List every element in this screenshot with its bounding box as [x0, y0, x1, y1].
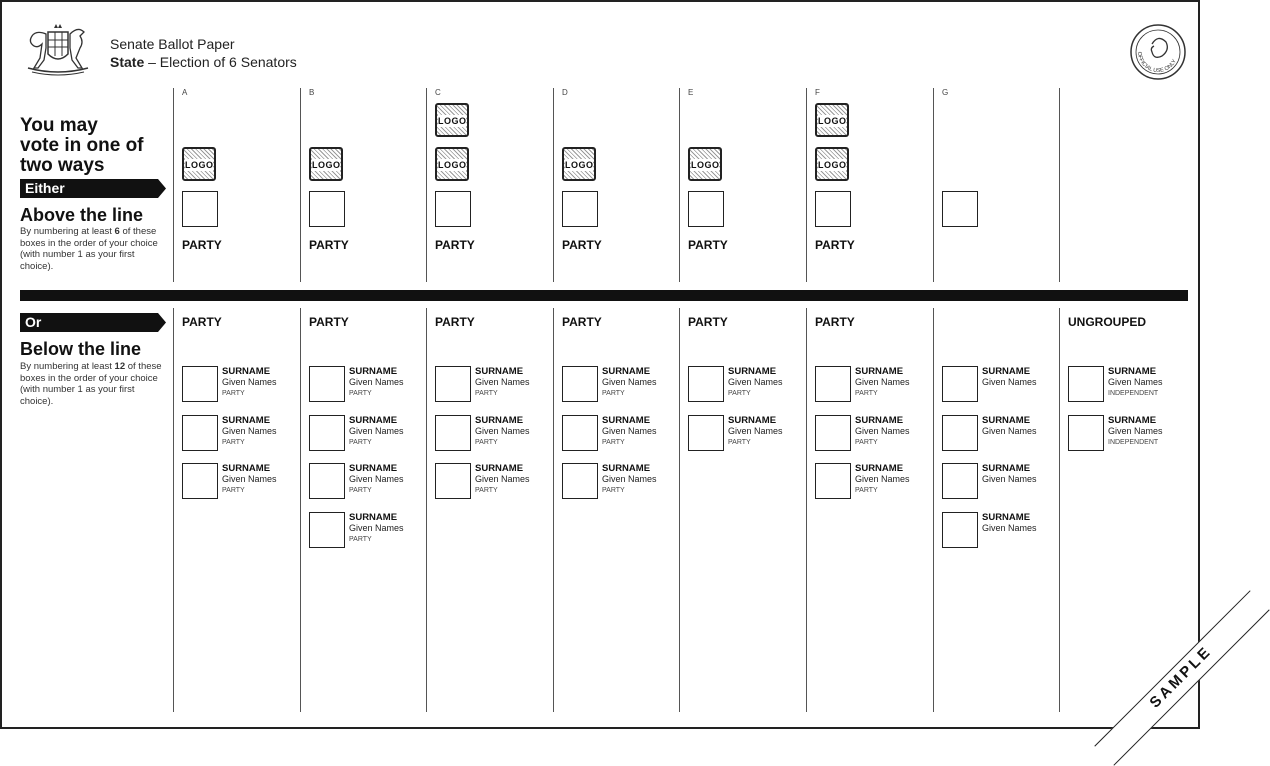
group-letter: B: [309, 88, 315, 97]
candidate-surname: SURNAME: [222, 463, 271, 474]
candidate-surname: SURNAME: [982, 511, 1031, 523]
candidate-given-names: Given Names: [855, 474, 910, 484]
column-separator: [300, 308, 301, 712]
party-label: PARTY: [309, 238, 349, 252]
column-separator: [933, 308, 934, 712]
candidate-party: PARTY: [222, 390, 245, 397]
candidate-party: INDEPENDENT: [1108, 438, 1159, 446]
candidate-vote-box[interactable]: [688, 366, 724, 402]
above-line-instructions: [20, 226, 170, 272]
election-label: – Election of 6 Senators: [144, 54, 297, 70]
candidate-vote-box[interactable]: [182, 463, 218, 499]
above-line-vote-box[interactable]: [182, 191, 218, 227]
candidate-party: PARTY: [475, 390, 498, 397]
candidate-given-names: Given Names: [349, 474, 404, 484]
logo-label: LOGO: [565, 160, 594, 170]
candidate-surname: SURNAME: [475, 414, 524, 426]
candidate-surname: SURNAME: [602, 414, 651, 426]
candidate-surname: SURNAME: [982, 414, 1031, 426]
candidate-given-names: Given Names: [982, 474, 1037, 484]
candidate-vote-box[interactable]: [942, 366, 978, 402]
party-logo: [688, 147, 722, 181]
party-label: PARTY: [688, 238, 728, 252]
candidate-given-names: Given Names: [222, 474, 277, 484]
candidate-given-names: Given Names: [349, 425, 404, 436]
vote-heading: [20, 116, 170, 176]
column-separator: [1059, 88, 1060, 282]
or-tag: [20, 313, 166, 332]
candidate-details: [728, 366, 783, 399]
candidate-surname: SURNAME: [349, 414, 398, 426]
candidate-given-names: Given Names: [855, 425, 910, 436]
vote-heading-line: vote in one of: [20, 135, 144, 156]
candidate-details: [602, 463, 657, 496]
candidate-given-names: Given Names: [475, 425, 530, 436]
party-logo: [309, 147, 343, 181]
column-separator: [679, 308, 680, 712]
candidate-vote-box[interactable]: [562, 415, 598, 451]
candidate-surname: SURNAME: [855, 414, 904, 426]
candidate-surname: SURNAME: [728, 414, 777, 426]
column-separator: [806, 308, 807, 712]
or-label: Or: [25, 314, 42, 330]
candidate-details: [475, 415, 530, 448]
candidate-party: PARTY: [349, 535, 372, 543]
candidate-given-names: Given Names: [982, 425, 1037, 436]
ballot-title: Senate Ballot Paper: [110, 36, 235, 52]
candidate-details: [855, 463, 910, 496]
column-separator: [426, 88, 427, 282]
column-separator: [426, 308, 427, 712]
candidate-details: [855, 415, 910, 448]
party-logo: [435, 103, 469, 137]
party-logo: [182, 147, 216, 181]
state-label: State: [110, 54, 145, 70]
minimum-number: 6: [114, 226, 120, 237]
candidate-given-names: Given Names: [602, 377, 657, 387]
column-separator: [173, 308, 174, 712]
candidate-details: [349, 366, 404, 399]
candidate-party: PARTY: [602, 390, 625, 397]
instruction-text: By numbering at least: [20, 361, 115, 372]
group-letter: G: [942, 88, 949, 97]
candidate-surname: SURNAME: [1108, 366, 1157, 377]
candidate-given-names: Given Names: [349, 377, 404, 387]
column-separator: [553, 88, 554, 282]
candidate-vote-box[interactable]: [815, 366, 851, 402]
group-letter: A: [182, 88, 188, 97]
logo-label: LOGO: [691, 160, 720, 170]
above-line-vote-box[interactable]: [815, 191, 851, 227]
candidate-vote-box[interactable]: [942, 415, 978, 451]
group-header: PARTY: [562, 315, 602, 329]
sample-ribbon: [1094, 590, 1269, 765]
group-letter: F: [815, 88, 820, 97]
candidate-details: [855, 366, 910, 399]
candidate-party: PARTY: [222, 487, 245, 494]
candidate-given-names: Given Names: [222, 425, 277, 436]
official-seal-icon: [1128, 22, 1188, 82]
candidate-vote-box[interactable]: [815, 463, 851, 499]
column-separator: [300, 88, 301, 282]
group-letter: C: [435, 88, 441, 97]
candidate-vote-box[interactable]: [1068, 366, 1104, 402]
candidate-given-names: Given Names: [222, 377, 277, 387]
instruction-text: of these boxes in the order of your choice (with number 1 as your first choice).: [20, 226, 158, 272]
candidate-details: [349, 512, 404, 545]
above-line-vote-box[interactable]: [942, 191, 978, 227]
group-header: PARTY: [182, 315, 222, 329]
candidate-given-names: Given Names: [728, 425, 783, 436]
candidate-party: PARTY: [602, 487, 625, 494]
ballot-subtitle: [110, 54, 297, 70]
candidate-party: PARTY: [855, 390, 878, 397]
candidate-vote-box[interactable]: [688, 415, 724, 451]
candidate-surname: SURNAME: [602, 463, 651, 474]
candidate-details: [349, 463, 404, 496]
minimum-number: 12: [114, 361, 126, 372]
candidate-surname: SURNAME: [855, 463, 904, 474]
sample-label: SAMPLE: [1146, 642, 1216, 712]
instruction-text: By numbering at least: [20, 226, 115, 237]
candidate-details: [475, 463, 530, 496]
candidate-details: [728, 415, 783, 448]
below-line-title: Below the line: [20, 339, 142, 359]
candidate-details: [222, 366, 277, 399]
arrow-tag-icon: [20, 313, 166, 332]
candidate-details: [602, 366, 657, 399]
party-logo: [815, 103, 849, 137]
below-line-instructions: [20, 361, 170, 407]
column-separator: [806, 88, 807, 282]
candidate-party: PARTY: [855, 438, 878, 446]
candidate-surname: SURNAME: [475, 463, 524, 474]
candidate-vote-box[interactable]: [435, 463, 471, 499]
candidate-surname: SURNAME: [602, 366, 651, 377]
group-letter: D: [562, 88, 568, 97]
candidate-surname: SURNAME: [349, 511, 398, 523]
candidate-surname: SURNAME: [349, 463, 398, 474]
candidate-vote-box[interactable]: [435, 366, 471, 402]
logo-label: LOGO: [438, 160, 467, 170]
column-separator: [1059, 308, 1060, 712]
column-separator: [679, 88, 680, 282]
candidate-party: PARTY: [349, 487, 372, 494]
candidate-vote-box[interactable]: [182, 415, 218, 451]
column-separator: [553, 308, 554, 712]
candidate-details: [349, 415, 404, 448]
above-line-vote-box[interactable]: [435, 191, 471, 227]
candidate-party: PARTY: [222, 438, 245, 446]
logo-label: LOGO: [312, 160, 341, 170]
candidate-details: [982, 366, 1037, 388]
candidate-details: [1108, 366, 1163, 399]
party-label: PARTY: [562, 238, 602, 252]
candidate-party: PARTY: [349, 438, 372, 446]
candidate-vote-box[interactable]: [309, 463, 345, 499]
above-line-title: Above the line: [20, 205, 144, 225]
group-header: PARTY: [435, 315, 475, 329]
column-separator: [933, 88, 934, 282]
candidate-vote-box[interactable]: [182, 366, 218, 402]
group-header: UNGROUPED: [1068, 315, 1147, 329]
seal-text: OFFICIAL USE ONLY: [1135, 51, 1178, 75]
candidate-surname: SURNAME: [728, 366, 777, 377]
candidate-surname: SURNAME: [1108, 414, 1157, 426]
party-logo: [435, 147, 469, 181]
candidate-surname: SURNAME: [349, 366, 398, 377]
candidate-details: [982, 512, 1037, 534]
candidate-party: PARTY: [855, 487, 878, 494]
candidate-surname: SURNAME: [855, 366, 904, 377]
candidate-details: [602, 415, 657, 448]
candidate-given-names: Given Names: [602, 474, 657, 484]
either-tag: [20, 179, 166, 198]
candidate-given-names: Given Names: [982, 377, 1037, 387]
candidate-given-names: Given Names: [982, 522, 1037, 533]
candidate-details: [475, 366, 530, 399]
candidate-vote-box[interactable]: [562, 366, 598, 402]
column-separator: [173, 88, 174, 282]
candidate-given-names: Given Names: [1108, 425, 1163, 436]
candidate-party: INDEPENDENT: [1108, 390, 1159, 397]
candidate-vote-box[interactable]: [309, 512, 345, 548]
candidate-given-names: Given Names: [475, 377, 530, 387]
candidate-vote-box[interactable]: [309, 415, 345, 451]
candidate-vote-box[interactable]: [815, 415, 851, 451]
instruction-text: of these boxes in the order of your choice (with number 1 as your first choice).: [20, 361, 162, 407]
candidate-surname: SURNAME: [475, 366, 524, 377]
candidate-given-names: Given Names: [349, 522, 404, 533]
candidate-given-names: Given Names: [602, 425, 657, 436]
logo-label: LOGO: [185, 160, 214, 170]
candidate-details: [222, 463, 277, 496]
above-line-vote-box[interactable]: [309, 191, 345, 227]
group-header: PARTY: [688, 315, 728, 329]
party-label: PARTY: [815, 238, 855, 252]
ballot-divider-line: [20, 290, 1188, 301]
candidate-party: PARTY: [475, 487, 498, 494]
candidate-party: PARTY: [602, 438, 625, 446]
candidate-vote-box[interactable]: [942, 463, 978, 499]
logo-label: LOGO: [438, 116, 467, 126]
candidate-details: [982, 415, 1037, 437]
above-line-vote-box[interactable]: [688, 191, 724, 227]
logo-label: LOGO: [818, 116, 847, 126]
candidate-surname: SURNAME: [222, 414, 271, 426]
coat-of-arms-icon: [18, 18, 98, 80]
group-header: PARTY: [309, 315, 349, 329]
candidate-party: PARTY: [728, 438, 751, 446]
svg-text:OFFICIAL USE ONLY: [1136, 52, 1178, 75]
candidate-vote-box[interactable]: [562, 463, 598, 499]
candidate-vote-box[interactable]: [435, 415, 471, 451]
party-logo: [815, 147, 849, 181]
candidate-surname: SURNAME: [982, 366, 1031, 377]
candidate-party: PARTY: [475, 438, 498, 446]
candidate-details: [982, 463, 1037, 485]
vote-heading-line: You may: [20, 115, 98, 136]
candidate-party: PARTY: [728, 390, 751, 397]
either-label: Either: [25, 180, 65, 196]
candidate-given-names: Given Names: [855, 377, 910, 387]
candidate-surname: SURNAME: [222, 366, 271, 377]
candidate-given-names: Given Names: [475, 474, 530, 484]
above-line-vote-box[interactable]: [562, 191, 598, 227]
candidate-vote-box[interactable]: [309, 366, 345, 402]
party-logo: [562, 147, 596, 181]
candidate-details: [1108, 415, 1163, 448]
candidate-vote-box[interactable]: [942, 512, 978, 548]
candidate-given-names: Given Names: [728, 377, 783, 387]
candidate-given-names: Given Names: [1108, 377, 1163, 387]
group-letter: E: [688, 88, 694, 97]
candidate-party: PARTY: [349, 390, 372, 397]
candidate-vote-box[interactable]: [1068, 415, 1104, 451]
party-label: PARTY: [435, 238, 475, 252]
party-label: PARTY: [182, 238, 222, 252]
candidate-details: [222, 415, 277, 448]
candidate-surname: SURNAME: [982, 463, 1031, 474]
logo-label: LOGO: [818, 160, 847, 170]
group-header: PARTY: [815, 315, 855, 329]
vote-heading-line: two ways: [20, 155, 105, 176]
